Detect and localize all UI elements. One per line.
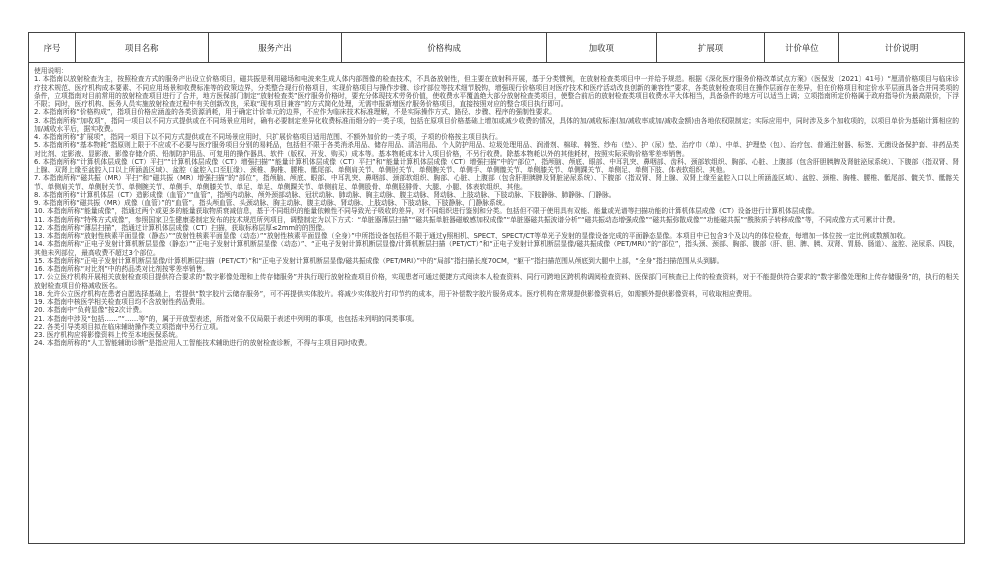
note-item: 23. 医疗机构应将影像资料上传至本地医保系统。 — [34, 331, 182, 339]
note-item: 10. 本指南所称“能量成像”，指通过两个或更多的能量获取物质衰减信息，基于不同组织的能量依赖性不同导致光子吸收的差异，对不同组织进行鉴别和分类。包括但不限于使用具有双能、能量或光谱等扫描功能的计算机体层成像（CT）设备进行计算机体层成像。 — [34, 207, 819, 216]
header-item-name: 项目名称 — [76, 33, 209, 62]
note-item: 5. 本指南所称“基本物耗”指原则上限于不应或不必要与医疗服务项目分别的易耗品，包括但不限于各类消杀用品、储存用品、清洁用品、个人防护用品、垃圾处理用品、润滑剂、棉球、棉签、纱布（垫）、护（尿）垫、治疗巾（单）、中单、护理垫（包）、治疗包、普通注射器、标签、无菌设备保护套、非药品类对比剂、定影液、显影液、影像存储介质、铅制防护用品、可复用的操作器具、软件（版权、开发、购买）成本等。基本物耗成本计入项目价格，不另行收费。除基本物耗以外的其他耗材，按照实际采购价格零差率销售。 — [34, 141, 959, 158]
note-item: 24. 本指南所称的“人工智能辅助诊断”是指应用人工智能技术辅助进行的放射检查诊断，不得与主项目同时收费。 — [34, 339, 372, 348]
note-item: 7. 本指南所称“磁共振（MR）平扫”和“磁共振（MR）增强扫描”的“部位”，指颅脑、颅底、眼部、中耳乳突、鼻咽部、颈部软组织、胸部、心脏、上腹部（包含肝胆胰脾及肾脏泌尿系统）、下腹部（指双肾、肾上腺、双肾上缘至盆腔入口以上所涵盖区域）、盆腔、颈椎、胸椎、腰椎、骶尾部、髋关节、骶髂关节、单侧肩关节、单侧肘关节、单侧腕关节、单侧手、单侧膝关节、单足、单足、单侧踝关节、单侧前足、单侧股骨、单侧胫腓骨、大腿、小腿、体表软组织、其他。 — [34, 174, 959, 191]
note-item: 21. 本指南中涉及“包括……”“……等”的，属于开放型表述，所指对象不仅局限于表述中列明的事项，也包括未列明的同类事项。 — [34, 314, 419, 323]
note-item: 18. 允许公立医疗机构在患者自愿选择基础上，若提供“数字胶片云储存服务”，可不再提供实体胶片。将减少实体胶片打印节约的成本，用于补偿数字胶片服务成本。医疗机构在常规提供影像资料后，如需额外提供影像资料，可收取相应费用。 — [34, 289, 756, 298]
note-item: 16. 本指南所称“对比剂”中的药品类对比剂按零差率销售。 — [34, 265, 210, 273]
note-item: 11. 本指南所称“特殊方式成像”，参照国家卫生健康委制定发布的技术规范所列项目，调整制定为以下方式：“单脏器薄层扫描”“磁共振单脏器磁敏感加权成像”“单脏器磁共振波谱分析”“磁共振动态增强成像”“磁共振弥散成像”“功能磁共振”“酰胺质子转移成像”等，不同成像方式可累计计费。 — [34, 215, 900, 224]
note-item: 17. 公立医疗机构开展相关放射检查项目提供符合要求的“数字影像处理和上传存储服务”并执行现行放射检查项目价格，实现患者可通过便捷方式阅读本人检查资料、同行可跨地区跨机构调阅检查资料、医保部门可核查已上传的检查资料，对于不能提供符合要求的“数字影像处理和上传存储服务”的，执行的相关放射检查项目价格减收医名。 — [34, 273, 959, 290]
note-item: 12. 本指南所称“薄层扫描”，指通过计算机体层成像（CT）扫描，获取标称层厚≤2mm的的图像。 — [34, 223, 329, 232]
usage-notes — [29, 63, 964, 543]
note-item: 19. 本指南中核医学相关检查项目均不含放射性药品费用。 — [34, 298, 209, 306]
note-item: 20. 本指南中“负荷显像”按2次计费。 — [34, 306, 146, 315]
note-item: 13. 本指南所称“放射性核素平面显像（静态）”“放射性核素平面显像（动态）”“放射性核素平面显像（全身）”中所指设备包括但不限于通过γ照相机、SPECT、SPECT/CT等单光子发射的显像设备完成的平面静态显像。本项目中已包含3个及以内的体位检查，每增加一体位按一定比例或数额加收。 — [34, 232, 910, 240]
header-serial-no: 序号 — [29, 33, 76, 62]
header-service-output: 服务产出 — [209, 33, 343, 62]
usage-notes-title: 使用说明： — [34, 67, 68, 75]
note-item: 15. 本指南所称“正电子发射计算机断层显像/计算机断层扫描（PET/CT）”和“正电子发射计算机断层显像/磁共振成像（PET/MRI）”中的“局部”指扫描长度70CM，“躯干”指扫描范围从颅底到大腿中上部，“全身”指扫描范围从头到脚。 — [34, 256, 724, 265]
note-item: 1. 本指南以放射检查为主，按照检查方式的服务产出设立价格项目，磁共振是利用磁场和电波来生成人体内部图像的检查技术，不具备放射性，但主要在放射科开展，基于分类惯例，在放射检查类项目中一并给予规范。根据《深化医疗服务价格改革试点方案》（医保发〔2021〕41号）“厘清价格项目与临床诊疗技术规范、医疗机构成本要素、不同应用场景和收费标准等的政策边界，分类整合现行价格项目，实现价格项目与操作步骤、诊疗部位等技术细节脱钩，增强现行价格项目对医疗技术和医疗活动改良创新的兼容性”要求，各类放射检查项目在操作层面存在差异，但在价格项目和定价水平层面具备合并同类项的条件，立项指南对目前常用的放射检查项目进行了合并，地方医保部门制定“放射检查类”医疗服务价格时，要充分体现技术劳务价值，使收费水平覆盖绝大部分放射检查类项目，使整合前后的放射检查类项目收费水平大体相当，具备条件的地方可以适当上调；立项指南所定价格属于政府指导价为最高限价，下浮不限；同时，医疗机构、医务人员实施放射检查过程中有关创新改良，采取“现有项目兼容”的方式简化处理，无需申报新增医疗服务价格项目，直接按照对应的整合项目执行即可。 — [34, 75, 960, 108]
header-extension-item: 扩展项 — [657, 33, 766, 62]
header-pricing-description: 计价说明 — [884, 42, 919, 53]
pricing-guide-table — [28, 32, 965, 544]
header-pricing-unit: 计价单位 — [765, 33, 839, 62]
note-item: 3. 本指南所称“加收项”，指同一项目以不同方式提供或在不同场景应用时，确有必要制定差异化收费标准而细分的一类子项，包括在原项目价格基础上增加或减少收费的情况，具体的加/减收标准(加/减收率或加/减收金额)由各地依权限制定；实际应用中，同时涉及多个加收项的，以项目单价为基础计算相应的加/减收水平后，据实收费。 — [34, 116, 959, 133]
note-item: 6. 本指南所称“计算机体层成像（CT）平扫”“计算机体层成像（CT）增强扫描”“能量计算机体层成像（CT）平扫”和“能量计算机体层成像（CT）增强扫描”中的“部位”，指颅脑、颅底、眼部、中耳乳突、鼻咽部、齿科、颈部软组织、胸部、心脏、上腹部（包含肝胆胰脾及肾脏泌尿系统）、下腹部（指双肾、肾上腺、双肾上缘至盆腔入口以上所涵盖区域）、盆腔（盆腔入口至肛缘）、颈椎、胸椎、腰椎、骶尾部、单侧肩关节、单侧肘关节、单侧腕关节、单侧手、单侧髋关节、单侧膝关节、单侧踝关节、单侧足、单侧下肢、体表软组织、其他。 — [34, 157, 959, 174]
header-price-composition: 价格构成 — [342, 33, 547, 62]
note-item: 14. 本指南所称“正电子发射计算机断层显像（静态）”“正电子发射计算机断层显像（动态）”、“正电子发射计算机断层显像/计算机断层扫描（PET/CT）”和“正电子发射计算机断层显像/磁共振成像（PET/MRI）”的“部位”，指头颈、颈部、胸部、腹部（肝、胆、脾、胰、双肾、胃肠、肠道）、盆腔、泌尿系、四肢，其他未列部位，最高收费不超过3个部位。 — [34, 240, 959, 257]
note-item: 9. 本指南所称“磁共振（MR）成像（血管）”的“血管”，指头颅血管、头颈动脉、胸主动脉、腹主动脉、肾动脉、上肢动脉、下肢动脉、下肢静脉、门静脉系统。 — [34, 199, 510, 207]
note-item: 8. 本指南所称“计算机体层（CT）造影成像（血管）”“血管”，指颅内动脉、颅外颈部动脉、冠状动脉、肺动脉、胸主动脉、腹主动脉、肾动脉、上肢动脉、下肢动脉、下肢静脉、肺静脉、门静脉。 — [34, 190, 616, 199]
note-item: 2. 本指南所称“价格构成”，指项目价格应涵盖的各类资源消耗，用于确定计价单元的边界，不应作为临床技术标准理解，不是实际操作方式、路径、步骤、程序的强制性要求。 — [34, 108, 556, 117]
header-surcharge-item: 加收项 — [547, 33, 657, 62]
table-header-row — [29, 33, 964, 63]
note-item: 4. 本指南所称“扩展项”，指同一项目下以不同方式提供或在不同场景应用时，只扩展价格项目适用范围、不额外加价的一类子项，子项的价格按主项目执行。 — [34, 133, 502, 141]
note-item: 22. 各类引导类项目拟在临床辅助操作类立项指南中另行立项。 — [34, 322, 223, 331]
